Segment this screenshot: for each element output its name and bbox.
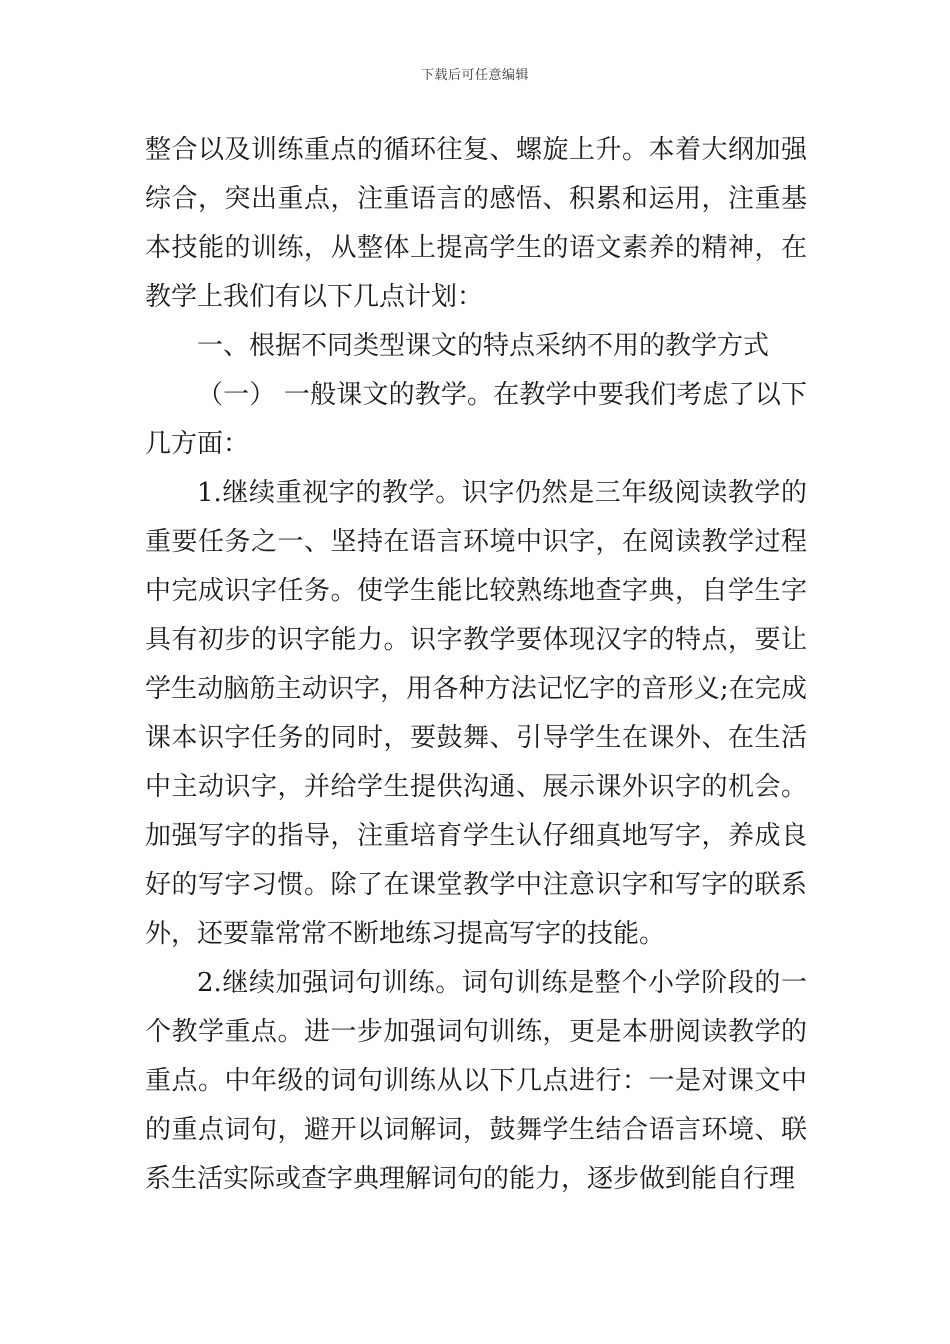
document-body: [145, 126, 807, 1204]
paragraph-5-word-training: 2.继续加强词句训练。词句训练是整个小学阶段的一个教学重点。进一步加强词句训练，更是本册阅读教学的重点。中年级的词句训练从以下几点进行：一是对课文中的重点词句，避开以词解词，鼓舞学生结合语言环境、联系生活实际或查字典理解词句的能力，逐步做到能自行理: [145, 968, 807, 1194]
paragraph-4-character-teaching: 1.继续重视字的教学。识字仍然是三年级阅读教学的重要任务之一、坚持在语言环境中识字，在阅读教学过程中完成识字任务。使学生能比较熟练地查字典，自学生字具有初步的识字能力。识字教学要体现汉字的特点，要让学生动脑筋主动识字，用各种方法记忆字的音形义;在完成课本识字任务的同时，要鼓舞、引导学生在课外、在生活中主动识字，并给学生提供沟通、展示课外识字的机会。加强写字的指导，注重培育学生认仔细真地写字，养成良好的写字习惯。除了在课堂教学中注意识字和写字的联系外，还要靠常常不断地练习提高写字的技能。: [145, 478, 807, 949]
paragraph-3-subheading: （一） 一般课文的教学。在教学中要我们考虑了以下几方面：: [145, 380, 807, 459]
paragraph-1: 整合以及训练重点的循环往复、螺旋上升。本着大纲加强综合，突出重点，注重语言的感悟、积累和运用，注重基本技能的训练，从整体上提高学生的语文素养的精神，在教学上我们有以下几点计划：: [145, 135, 807, 312]
page-header: 下载后可任意编辑: [420, 68, 529, 83]
paragraph-2-heading: 一、根据不同类型课文的特点采纳不用的教学方式: [197, 331, 770, 361]
